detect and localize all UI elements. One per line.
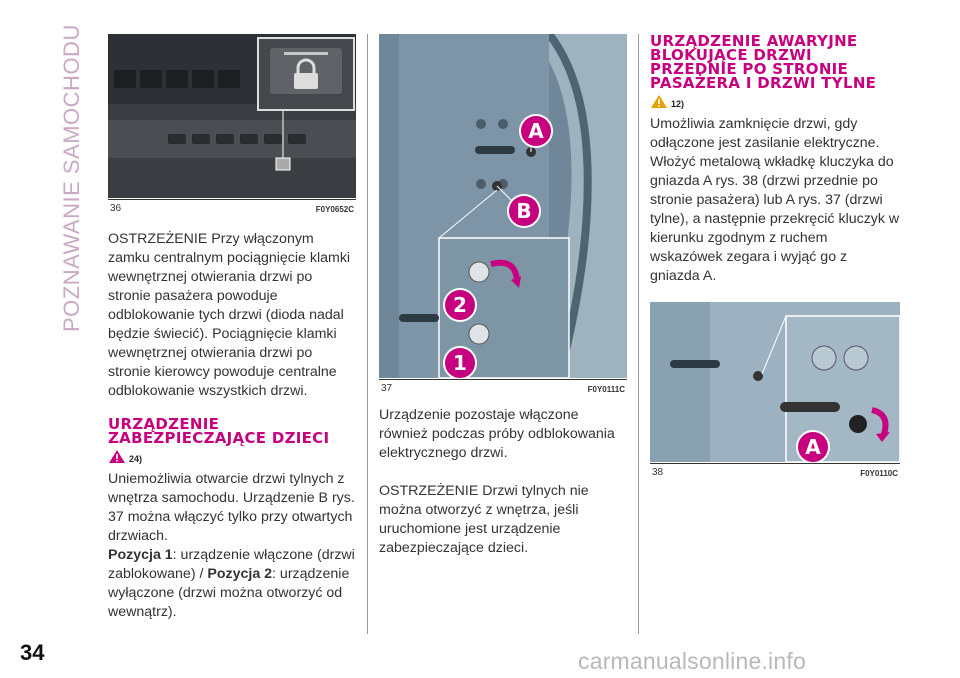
col3-para-1: Umożliwia zamknięcie drzwi, gdy odłączone jest zasilanie elektryczne. Włożyć metalową wkładkę kluczyka do gniazda A rys. 38 (drzwi przednie po stronie pasażera) lub A rys. 37 (drzwi tylne), a następnie przekręcić kluczyk w kierunku zgodnym z ruchem wskazówek zegara i wyjąć go z gniazda A. <box>650 116 900 284</box>
warning-triangle-icon <box>108 449 126 464</box>
col3-warning-ref: 12) <box>671 99 685 109</box>
callout-a: A <box>519 114 553 148</box>
front-door-emergency-lock-image <box>650 302 900 462</box>
figure-36-number: 36 <box>110 203 122 214</box>
figure-36 <box>108 34 356 198</box>
callout-1: 1 <box>443 346 477 378</box>
page-number: 34 <box>20 640 45 665</box>
position-2-text: : urządzenie wyłączone (drzwi można otworzyć od wewnątrz). <box>108 566 350 620</box>
figure-38-caption <box>650 463 900 478</box>
col1-heading: URZĄDZENIE ZABEZPIECZAJĄCE DZIECI <box>108 415 330 447</box>
col1-warning-ref: 24) <box>129 454 143 464</box>
figure-38-number: 38 <box>652 467 664 478</box>
col1-warning <box>108 449 356 464</box>
figure-37 <box>379 34 627 378</box>
position-1-label: Pozycja 1 <box>108 547 173 563</box>
column-2 <box>379 34 627 558</box>
figure-37-code: F0Y0111C <box>587 385 625 394</box>
callout-2: 2 <box>443 288 477 322</box>
dashboard-lock-button-image <box>108 34 356 198</box>
position-1-text: : urządzenie włączone (drzwi zablokowane) / <box>108 547 355 582</box>
col2-para-1: Urządzenie pozostaje włączone również podczas próby odblokowania elektrycznego drzwi. <box>379 407 615 461</box>
col1-para-2: Uniemożliwia otwarcie drzwi tylnych z wnętrza samochodu. Urządzenie B rys. 37 można włączyć tylko przy otwartych drzwiach. <box>108 471 355 544</box>
figure-36-caption <box>108 199 356 214</box>
column-1 <box>108 34 356 622</box>
rear-door-child-lock-image <box>379 34 627 378</box>
column-3 <box>650 34 900 478</box>
col3-heading: URZĄDZENIE AWARYJNE BLOKUJĄCE DRZWI PRZEDNIE PO STRONIE PASAŻERA I DRZWI TYLNE <box>650 32 877 92</box>
figure-37-caption <box>379 379 627 394</box>
col1-para-positions <box>108 546 356 622</box>
watermark: carmanualsonline.info <box>578 648 806 674</box>
callout-a: A <box>796 430 830 462</box>
col3-warning <box>650 94 900 109</box>
figure-38-code: F0Y0110C <box>860 469 898 478</box>
col2-para-2: OSTRZEŻENIE Drzwi tylnych nie można otworzyć z wnętrza, jeśli uruchomione jest urządzenie zabezpieczające dzieci. <box>379 483 589 556</box>
side-section-title: POZNAWANIE SAMOCHODU <box>59 24 84 332</box>
col1-para-1: OSTRZEŻENIE Przy włączonym zamku centralnym pociągnięcie klamki wewnętrznej otwierania drzwi po stronie pasażera powoduje odblokowanie tych drzwi (dioda nadal będzie świecić). Pociągnięcie klamki wewnętrznej otwierania drzwi po stronie kierowcy powoduje centralne odblokowanie wszystkich drzwi. <box>108 231 351 399</box>
callout-b: B <box>507 194 541 228</box>
figure-37-number: 37 <box>381 383 393 394</box>
position-2-label: Pozycja 2 <box>207 566 273 582</box>
figure-36-code: F0Y0652C <box>315 205 354 214</box>
column-divider-1 <box>367 34 368 634</box>
warning-triangle-icon <box>650 94 668 109</box>
column-divider-2 <box>638 34 639 634</box>
figure-38 <box>650 302 900 462</box>
